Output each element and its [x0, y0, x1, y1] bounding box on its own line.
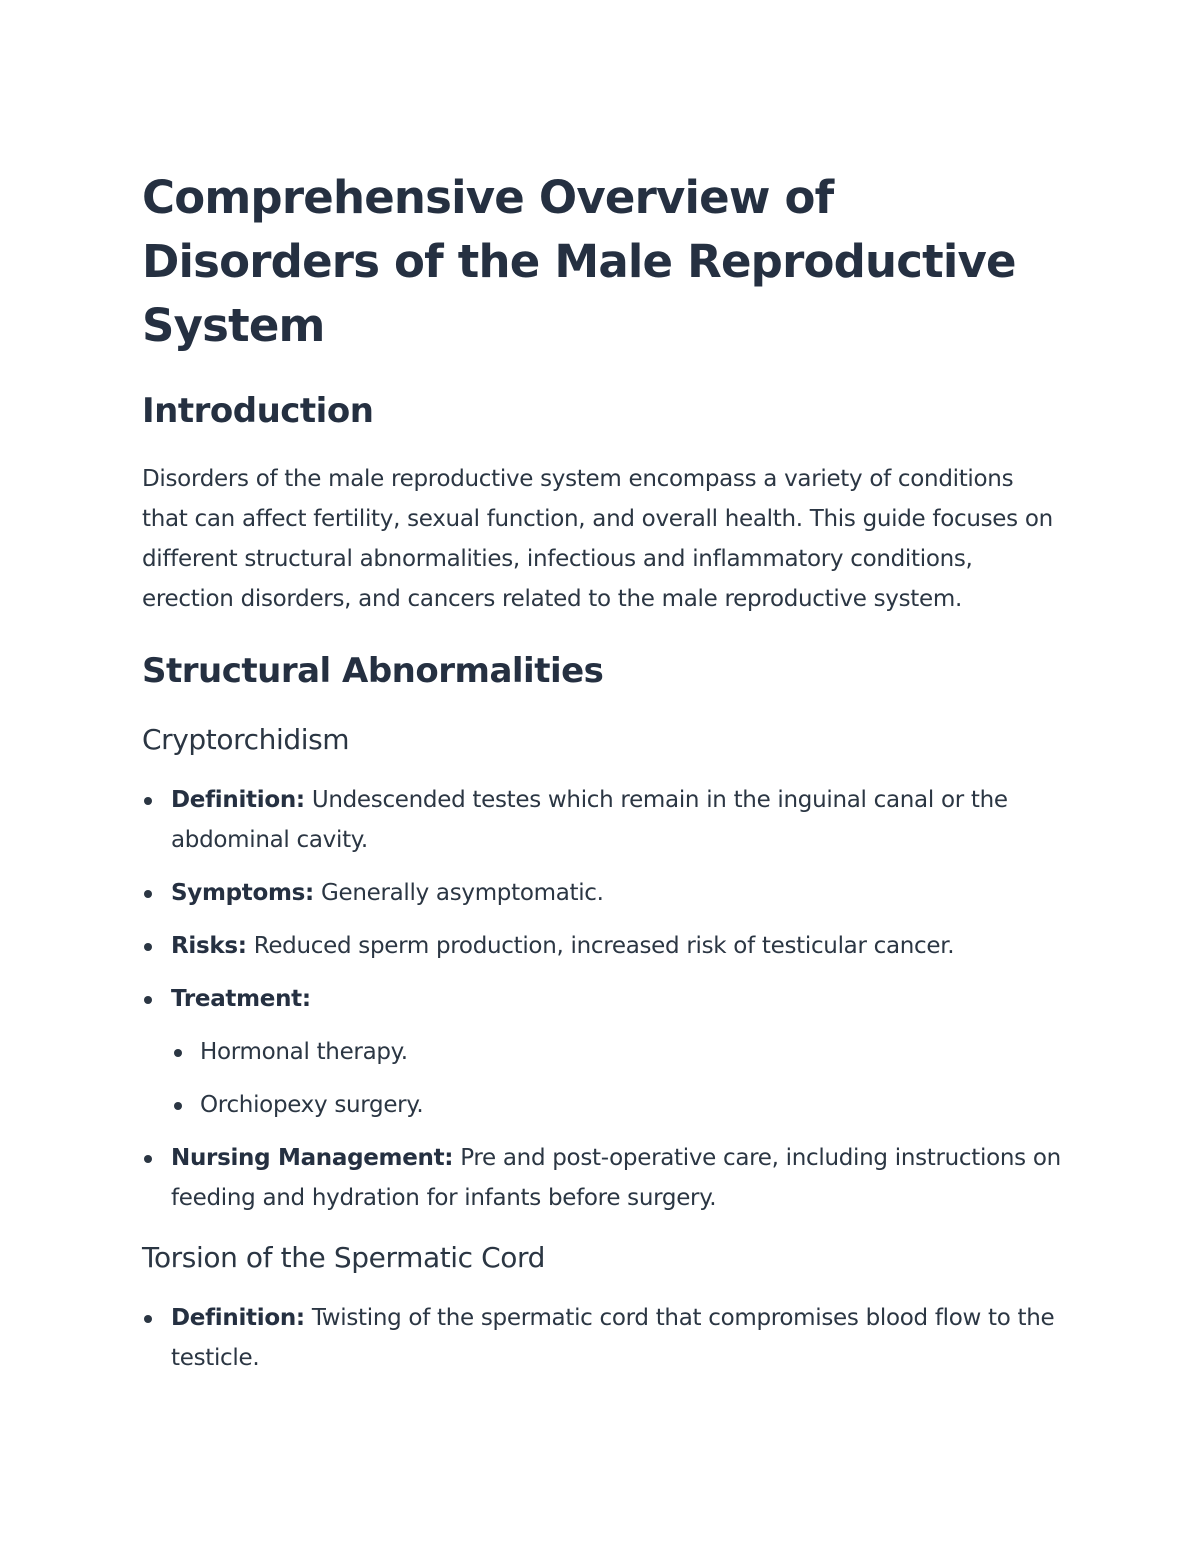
- cryptorchidism-heading: Cryptorchidism: [142, 723, 350, 756]
- item-text: Pre and post-operative care, including instructions on feeding and hydration for infants before surgery.: [171, 1145, 1061, 1211]
- torsion-list: [142, 1298, 1062, 1378]
- list-item: [142, 979, 1062, 1125]
- item-text: Twisting of the spermatic cord that compromises blood flow to the testicle.: [171, 1305, 1055, 1371]
- structural-abnormalities-heading: Structural Abnormalities: [142, 651, 604, 691]
- sub-list-item: Orchiopexy surgery.: [171, 1085, 1062, 1125]
- item-label: Risks:: [171, 933, 247, 959]
- introduction-heading: Introduction: [142, 391, 374, 431]
- cryptorchidism-list: [142, 780, 1062, 1218]
- torsion-heading: Torsion of the Spermatic Cord: [142, 1241, 546, 1274]
- list-item: [142, 873, 1062, 913]
- document-title: Comprehensive Overview of Disorders of the Male Reproductive System: [142, 171, 1016, 352]
- sub-list-item: Hormonal therapy.: [171, 1032, 1062, 1072]
- item-label: Nursing Management:: [171, 1145, 454, 1171]
- item-label: Symptoms:: [171, 880, 314, 906]
- list-item: [142, 780, 1062, 860]
- item-label: Treatment:: [171, 986, 311, 1012]
- item-label: Definition:: [171, 1305, 305, 1331]
- treatment-sublist: [171, 1032, 1062, 1125]
- introduction-paragraph: Disorders of the male reproductive system encompass a variety of conditions that can affect fertility, sexual function, and overall health. This guide focuses on different structural abnormalities, infectious and inflammatory conditions, erection disorders, and cancers related to the male reproductive system.: [142, 466, 1053, 612]
- item-text: Undescended testes which remain in the inguinal canal or the abdominal cavity.: [171, 787, 1008, 853]
- item-text: Reduced sperm production, increased risk of testicular cancer.: [253, 933, 955, 959]
- item-label: Definition:: [171, 787, 305, 813]
- list-item: [142, 1138, 1062, 1218]
- list-item: [142, 926, 1062, 966]
- document-page: [142, 166, 1062, 1378]
- list-item: [142, 1298, 1062, 1378]
- item-text: Generally asymptomatic.: [320, 880, 604, 906]
